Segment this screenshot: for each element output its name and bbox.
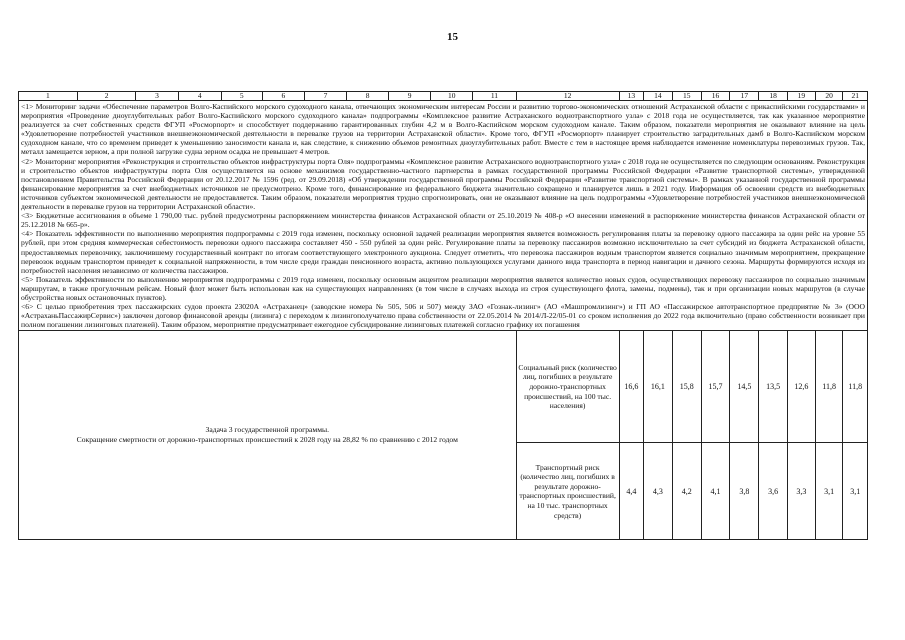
indicator-value: 4,4: [619, 443, 643, 540]
indicator-value: 12,6: [788, 331, 816, 443]
indicator-value: 15,8: [672, 331, 701, 443]
indicator-value: 16,6: [619, 331, 643, 443]
table-row: [19, 331, 868, 443]
column-number: 18: [759, 92, 788, 101]
indicator-value: 4,3: [644, 443, 673, 540]
task-goal: Сокращение смертности от дорожно-транспортных происшествий к 2028 году на 28,82 % по сравнению с 2012 годом: [76, 435, 458, 445]
column-number: 7: [304, 92, 346, 101]
indicator-value: 4,2: [672, 443, 701, 540]
footnote-6: <6> С целью приобретения трех пассажирских судов проекта 23020А «Астраханец» (заводские номера № 505, 506 и 507) между ЗАО «Гознак-лизинг» (АО «Машпромлизинг») и ГП АО «Пассажирское автотранспортное предприятие № 3» (ООО «АстраханьПассажирСервис») заключен договор финансовой аренды (лизинга) с переходом к лизингополучателю права собственности от 22.05.2014 № 2014/Л-22/05-01 со сроком исполнения до 2022 года включительно (право собственности возникает при полном погашении лизинговых платежей). Таким образом, мероприятие предусматривает ежегодное субсидирование лизинговых платежей согласно графику их погашения: [21, 302, 865, 330]
footnote-3: <3> Бюджетные ассигнования в объеме 1 790,00 тыс. рублей предусмотрены распоряжением министерства финансов Астраханской области от 25.10.2019 № 408-р «О внесении изменений в распоряжение министерства финансов Астраханской области от 25.12.2018 № 665-р».: [21, 211, 865, 230]
column-number: 10: [431, 92, 473, 101]
indicator-value: 3,8: [730, 443, 759, 540]
indicator-value: 13,5: [759, 331, 788, 443]
column-number: 4: [178, 92, 221, 101]
task-description: [19, 331, 517, 540]
column-number: 19: [788, 92, 816, 101]
column-number-row: [19, 92, 868, 101]
indicator-value: 3,1: [843, 443, 868, 540]
column-number: 21: [843, 92, 868, 101]
footnote-2: <2> Мониторинг мероприятия «Реконструкция и строительство объектов инфраструктуры порта Оля» подпрограммы «Комплексное развитие Астраханского воднотранспортного узла» с 2018 года не осуществляется по следующим основаниям. Реконструкция и строительство объектов инфраструктуры порта Оля осуществляется на основе механизмов государственно-частного партнерства в рамках государственной программы Российской Федерации «Развитие транспортной системы», утвержденной постановлением Правительства Российской Федерации от 20.12.2017 № 1596 (ред. от 29.09.2018) «Об утверждении государственной программы Российской Федерации «Развитие транспортной системы». В рамках указанной государственной программы финансирование мероприятия за счет внебюджетных источников не предусмотрено. Кроме того, финансирование из федерального бюджета значительно сокращено и планируется лишь в 2021 году. Информация об освоении средств из внебюджетных источников субъектом экономической деятельности не предоставляется. Таким образом, показатели мероприятия трудно спрогнозировать, они не оказывают влияние на цель подпрограммы «Удовлетворение потребностей участников внешнеэкономической деятельности в перевалке грузов на территории Астраханской области».: [21, 156, 865, 212]
indicator-value: 3,1: [815, 443, 843, 540]
column-number: 2: [77, 92, 136, 101]
footnotes: [19, 101, 868, 331]
column-number: 6: [262, 92, 304, 101]
column-number: 11: [473, 92, 516, 101]
indicators-table: [18, 91, 868, 540]
indicator-name: Транспортный риск (количество лиц, погибших в результате дорожно-транспортных происшествий, на 10 тыс. транспортных средств): [516, 443, 619, 540]
column-number: 9: [389, 92, 431, 101]
indicator-value: 16,1: [644, 331, 673, 443]
column-number: 12: [516, 92, 619, 101]
footnote-4: <4> Показатель эффективности по выполнению мероприятия подпрограммы с 2019 года изменен, поскольку основной задачей реализации мероприятия является возможность регулирования платы за перевозку одного пассажира за один рейс на уровне 55 рублей, при этом средняя коммерческая себестоимость перевозки одного пассажира составляет 450 - 550 рублей за один рейс. Регулирование платы за перевозку пассажиров возможно исключительно за счет субсидий из бюджета Астраханской области, предоставляемых перевозчику, заключившему государственный контракт по итогам соответствующего электронного аукциона. Следует отметить, что перевозка пассажиров водным транспортом является социально значимым мероприятием, прекращение перевозок водным транспортом приведет к социальной напряженности, в том числе среди граждан пенсионного возраста, активно пользующихся услугами данного вида транспорта в период навигации и дачного сезона. Маршруты формируются исходя из потребностей населения независимо от количества пассажиров.: [21, 229, 865, 275]
column-number: 8: [347, 92, 389, 101]
column-number: 1: [19, 92, 78, 101]
indicator-value: 15,7: [701, 331, 730, 443]
indicator-value: 3,6: [759, 443, 788, 540]
column-number: 17: [730, 92, 759, 101]
footnote-5: <5> Показатель эффективности по выполнению мероприятия подпрограммы с 2019 года изменен, поскольку основным акцентом реализации мероприятия является количество новых судов, осуществляющих перевозку пассажиров по социально значимым маршрутам, в также прогулочным рейсам. Новый флот может быть использован как на существующих направлениях (в том числе в случаях выхода из строя существующего флота, замены, подмены), так и при организации новых маршрутов (в случае обустройства новых остановочных пунктов).: [21, 274, 865, 302]
indicator-name: Социальный риск (количество лиц, погибших в результате дорожно-транспортных происшествий, на 100 тыс. населения): [516, 331, 619, 443]
column-number: 5: [221, 92, 262, 101]
column-number: 16: [701, 92, 730, 101]
page-number: 15: [447, 31, 458, 43]
task-title: Задача 3 государственной программы.: [205, 425, 330, 435]
indicator-value: 4,1: [701, 443, 730, 540]
indicator-value: 11,8: [815, 331, 843, 443]
indicator-value: 11,8: [843, 331, 868, 443]
column-number: 20: [815, 92, 843, 101]
indicator-value: 3,3: [788, 443, 816, 540]
column-number: 13: [619, 92, 643, 101]
indicator-value: 14,5: [730, 331, 759, 443]
column-number: 15: [672, 92, 701, 101]
notes-row: [19, 101, 868, 331]
footnote-1: <1> Мониторинг задачи «Обеспечение параметров Волго-Каспийского морского судоходного канала, отвечающих экономическим интересам России и развитию торгово-экономических отношений Астраханской области с прикаспийскими государствами» и мероприятия «Проведение дноуглубительных работ Волго-Каспийского морского судоходного канала» подпрограммы «Комплексное развитие Астраханского воднотранспортного узла» с 2018 года не осуществляется, так как указанное мероприятие реализуется за счет собственных средств ФГУП «Росморпорт» и способствует поддержанию гарантированных глубин 4,2 м в Волго-Каспийском морском судоходном канале. Таким образом, показатели мероприятия не оказывают влияние на цель «Удовлетворение потребностей участников внешнеэкономической деятельности в перевалке грузов на территории Астраханской области». Кроме того, ФГУП «Росморпорт» планирует строительство заградительных дамб в Волго-Каспийском морском судоходном канале, что со временем приведет к уменьшению заносимости канала и, как следствие, к снижению объемов ремонтных дноуглубительных работ. Вместе с тем в настоящее время наблюдается изменение номенклатуры перевозимых грузов. Так, металл замещается зерном, а при полной загрузке судна зерном осадка не превышает 4 метров.: [21, 102, 865, 157]
column-number: 3: [136, 92, 178, 101]
column-number: 14: [644, 92, 673, 101]
